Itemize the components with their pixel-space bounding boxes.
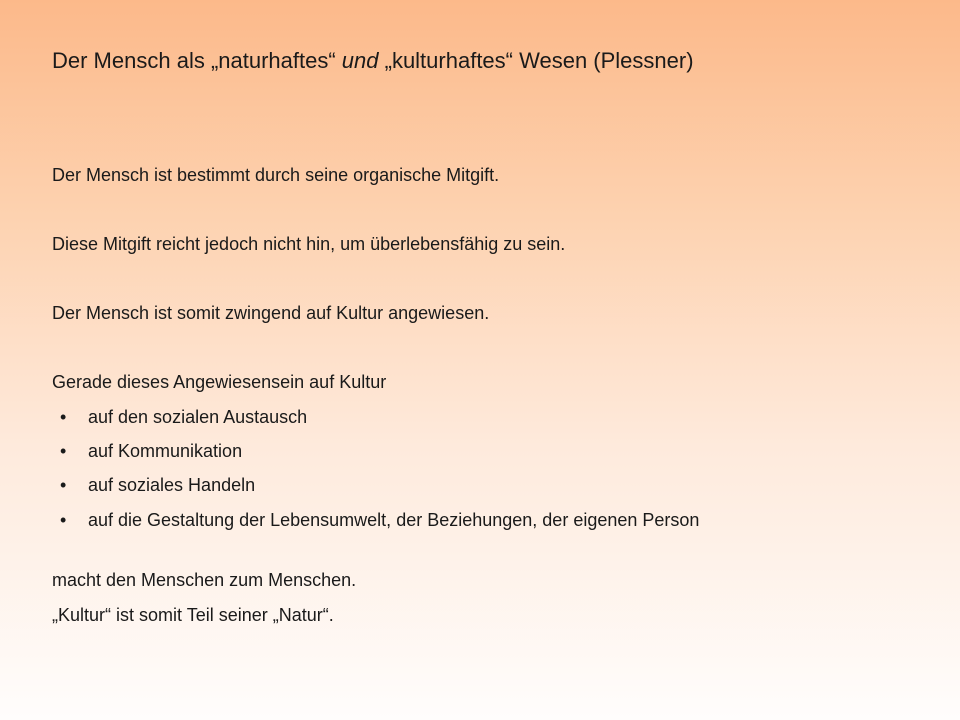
bullet-dot-icon: •: [60, 475, 67, 495]
bullet-item: [52, 439, 832, 463]
bullet-dot-icon: •: [60, 510, 67, 530]
closing-line-1: macht den Menschen zum Menschen.: [52, 570, 357, 590]
bullet-dot-icon: •: [60, 441, 67, 461]
title-italic: und: [341, 48, 379, 73]
paragraph-dependence-intro: Gerade dieses Angewiesensein auf Kultur: [52, 372, 387, 392]
bullet-item: [52, 508, 832, 532]
bullet-text: auf soziales Handeln: [88, 475, 256, 495]
paragraph-organic-endowment: Der Mensch ist bestimmt durch seine organische Mitgift.: [52, 165, 500, 185]
title-part-2: „kulturhaftes“ Wesen (Plessner): [378, 48, 694, 73]
bullet-text: auf die Gestaltung der Lebensumwelt, der Beziehungen, der eigenen Person: [88, 510, 700, 530]
paragraph-insufficient: Diese Mitgift reicht jedoch nicht hin, um überlebensfähig zu sein.: [52, 234, 566, 254]
slide-title: [52, 46, 932, 76]
bullet-item: [52, 473, 832, 497]
bullet-item: [52, 405, 832, 429]
bullet-text: auf den sozialen Austausch: [88, 407, 308, 427]
bullet-text: auf Kommunikation: [88, 441, 243, 461]
paragraph-culture-dependence: Der Mensch ist somit zwingend auf Kultur angewiesen.: [52, 303, 490, 323]
title-part-1: Der Mensch als „naturhaftes“: [52, 48, 342, 73]
closing-line-2: „Kultur“ ist somit Teil seiner „Natur“.: [52, 605, 334, 625]
bullet-dot-icon: •: [60, 407, 67, 427]
